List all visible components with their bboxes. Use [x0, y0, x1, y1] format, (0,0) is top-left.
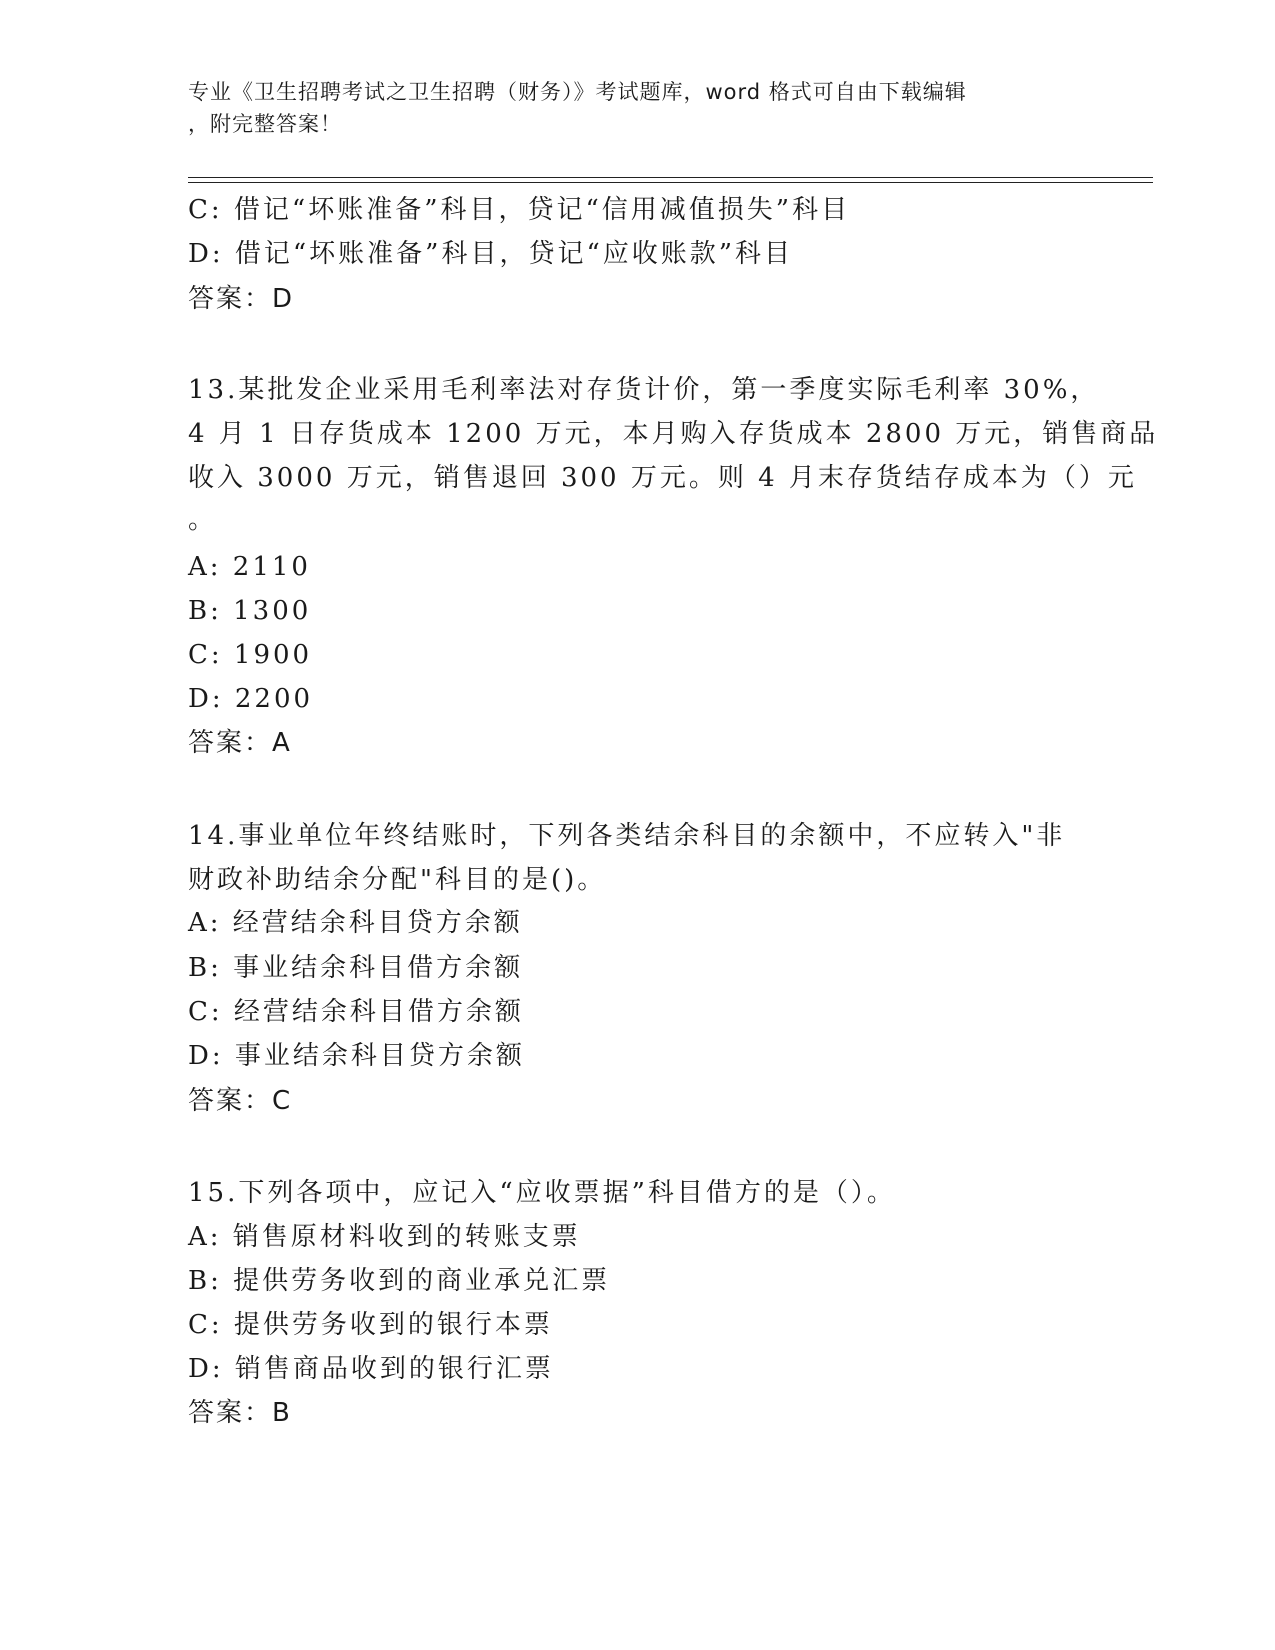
header-line-2: ，附完整答案！ [188, 112, 342, 136]
header-rule-bottom [188, 182, 1153, 183]
q13-stem-line-3: 收入 3000 万元，销售退回 300 万元。则 4 月末存货结存成本为（）元 [188, 463, 1137, 493]
q14-answer: 答案：C [188, 1086, 293, 1116]
q13-option-c: C: 1900 [188, 640, 313, 670]
q13-stem-line-1: 13.某批发企业采用毛利率法对存货计价，第一季度实际毛利率 30%， [188, 375, 1100, 405]
q14-option-b: B: 事业结余科目借方余额 [188, 953, 524, 983]
q13-stem-line-2: 4 月 1 日存货成本 1200 万元，本月购入存货成本 2800 万元，销售商品 [188, 419, 1159, 449]
q12-answer: 答案：D [188, 284, 295, 314]
q14-stem-line-1: 14.事业单位年终结账时，下列各类结余科目的余额中，不应转入"非 [188, 821, 1066, 851]
header-line-1: 专业《卫生招聘考试之卫生招聘（财务）》考试题库，word 格式可自由下载编辑 [188, 80, 967, 104]
q14-option-d: D: 事业结余科目贷方余额 [188, 1041, 525, 1071]
q15-stem-line-1: 15.下列各项中，应记入“应收票据”科目借方的是（）。 [188, 1178, 896, 1208]
q13-option-a: A: 2110 [188, 552, 311, 582]
q15-option-c: C: 提供劳务收到的银行本票 [188, 1310, 553, 1340]
q12-option-c: C: 借记“坏账准备”科目，贷记“信用减值损失”科目 [188, 195, 851, 225]
q12-option-d: D: 借记“坏账准备”科目，贷记“应收账款”科目 [188, 239, 794, 269]
document-header [188, 76, 1068, 140]
q13-option-b: B: 1300 [188, 596, 312, 626]
q13-option-d: D: 2200 [188, 684, 314, 714]
q13-answer: 答案：A [188, 728, 292, 758]
q15-option-a: A: 销售原材料收到的转账支票 [188, 1222, 581, 1252]
q14-option-a: A: 经营结余科目贷方余额 [188, 908, 523, 938]
q14-stem-line-2: 财政补助结余分配"科目的是()。 [188, 865, 607, 895]
q15-option-d: D: 销售商品收到的银行汇票 [188, 1354, 554, 1384]
header-rule-top [188, 177, 1153, 178]
q13-stem-line-4: 。 [188, 505, 218, 535]
q15-option-b: B: 提供劳务收到的商业承兑汇票 [188, 1266, 611, 1296]
q14-option-c: C: 经营结余科目借方余额 [188, 997, 524, 1027]
q15-answer: 答案：B [188, 1398, 292, 1428]
